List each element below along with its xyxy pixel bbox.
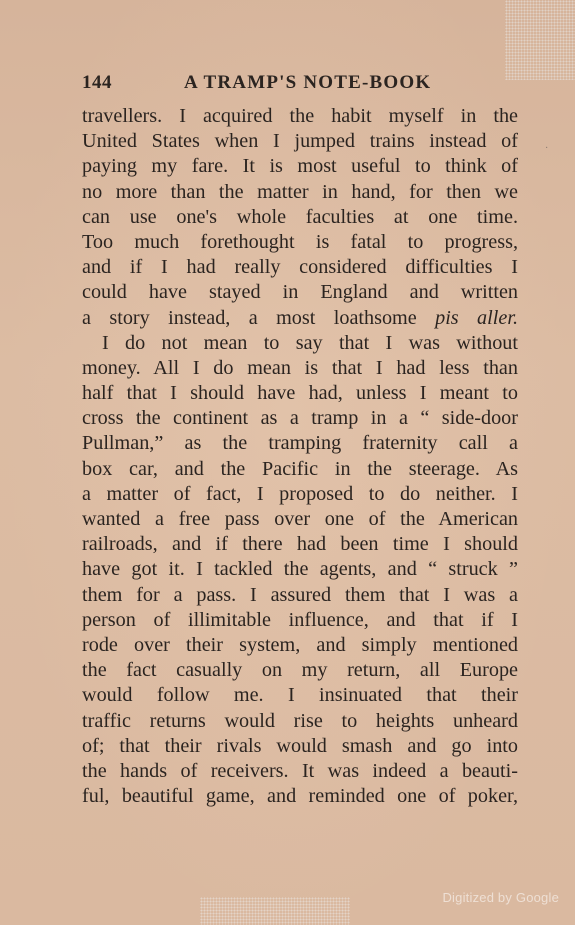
text-line-content: could have stayed in England and written — [82, 281, 518, 304]
text-line — [82, 457, 518, 482]
text-line — [82, 507, 518, 532]
text-line-content: cross the continent as a tramp in a “ side-door — [82, 407, 518, 430]
text-line-content: person of illimitable influence, and that if I — [82, 608, 518, 631]
text-line — [82, 129, 518, 154]
text-line-content: of; that their rivals would smash and go into — [82, 734, 518, 757]
text-line-content: railroads, and if there had been time I should — [82, 533, 518, 556]
text-line — [82, 709, 518, 734]
text-line — [82, 482, 518, 507]
text-line-content: a matter of fact, I proposed to do neither. I — [82, 482, 518, 505]
text-line — [82, 381, 518, 406]
text-line-content: box car, and the Pacific in the steerage. As — [82, 457, 518, 480]
text-line-content: the hands of receivers. It was indeed a beauti- — [82, 759, 518, 782]
text-line — [82, 356, 518, 381]
text-line-content: rode over their system, and simply mentioned — [82, 633, 518, 656]
text-line — [82, 683, 518, 708]
text-line — [82, 759, 518, 784]
text-line — [82, 734, 518, 759]
text-line-content: money. All I do mean is that I had less than — [82, 356, 518, 379]
text-line-content: and if I had really considered difficulties I — [82, 256, 518, 279]
text-line-content: the fact casually on my return, all Europe — [82, 659, 518, 682]
text-line-content: them for a pass. I assured them that I was a — [82, 583, 518, 606]
scan-speckle — [505, 0, 575, 80]
text-line — [82, 583, 518, 608]
text-line — [82, 255, 518, 280]
text-line-content: Pullman,” as the tramping fraternity call a — [82, 432, 518, 455]
text-line — [82, 180, 518, 205]
text-line — [82, 557, 518, 582]
text-line-content: half that I should have had, unless I meant to — [82, 382, 518, 405]
text-line — [82, 658, 518, 683]
page-number: 144 — [82, 72, 112, 93]
text-line — [82, 784, 518, 809]
text-line — [82, 306, 518, 331]
text-line-content: paying my fare. It is most useful to think of — [82, 155, 518, 178]
text-line-content: a story instead, a most loathsome — [82, 306, 417, 329]
margin-mark: · — [545, 143, 549, 154]
text-line — [82, 104, 518, 129]
text-line-content: ful, beautiful game, and reminded one of poker, — [82, 785, 518, 808]
digitized-watermark: Digitized by Google — [442, 890, 559, 905]
text-line-content: have got it. I tackled the agents, and “ struck ” — [82, 558, 518, 581]
text-line-content: Too much forethought is fatal to progress, — [82, 230, 518, 253]
italic-phrase: pis aller. — [435, 306, 518, 329]
text-line — [82, 406, 518, 431]
text-line — [82, 331, 518, 356]
text-line-content: no more than the matter in hand, for then we — [82, 180, 518, 203]
text-line — [82, 280, 518, 305]
text-line-content: would follow me. I insinuated that their — [82, 684, 518, 707]
text-line — [82, 532, 518, 557]
text-line — [82, 154, 518, 179]
text-line — [82, 608, 518, 633]
text-line — [82, 431, 518, 456]
text-line-content: traffic returns would rise to heights unheard — [82, 709, 518, 732]
text-line — [82, 230, 518, 255]
page-header — [82, 72, 518, 98]
text-line-content: travellers. I acquired the habit myself in the — [82, 105, 518, 127]
text-line-content: United States when I jumped trains instead of — [82, 130, 518, 153]
text-line-content: wanted a free pass over one of the American — [82, 508, 518, 530]
text-line — [82, 633, 518, 658]
text-line-content: I do not mean to say that I was without — [102, 331, 518, 354]
text-line-content: can use one's whole faculties at one time. — [82, 205, 518, 228]
text-line — [82, 205, 518, 230]
running-head: A TRAMP'S NOTE-BOOK — [184, 72, 432, 93]
scan-speckle-bottom — [200, 897, 350, 925]
body-text — [82, 104, 518, 809]
